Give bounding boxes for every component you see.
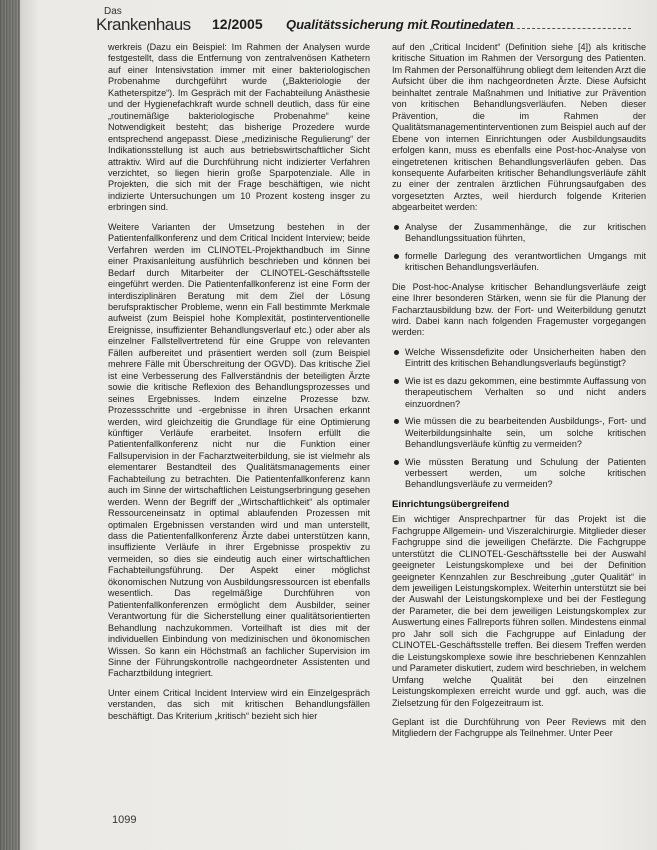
header-rule bbox=[426, 28, 631, 29]
page-number: 1099 bbox=[112, 814, 137, 826]
paragraph: Ein wichtiger Ansprechpartner für das Projekt ist die Fachgruppe Allgemein- und Viszeralchirurgie. Mitglieder dieser Fachgruppe sind die jeweiligen Chefärzte. Die Fachgruppe unterstützt die CLINOTEL-Geschäftsstelle bei der Auswahl geeigneter Leistungskomplexe und bei der Definition geeigneter Kennzahlen zur Beschreibung „guter Qualität“ in dem jeweiligen Leistungskomplex. Weiterhin unterstützt sie bei der Auswahl der Leistungskomplexe und bei der Festlegung der Parameter, die bei dem jeweiligen Leistungskomplex zur Auswertung eines Fallreports führen sollen. Mindestens einmal pro Jahr soll sich die Fachgruppe auf Einladung der CLINOTEL-Geschäftsstelle treffen. Bei diesem Treffen werden die Leistungskomplexe sowie ihre beschriebenen Kennzahlen und Parameter diskutiert, zudem wird beschrieben, in welchem Umfang welche Qualität bei den einzelnen Leistungskomplexen erreicht wurde und ggf. auch, was die Zielsetzung für den Folgezeitraum ist. bbox=[392, 514, 646, 708]
bullet-icon bbox=[394, 419, 399, 424]
bullet-icon bbox=[394, 460, 399, 465]
bullet-icon bbox=[394, 350, 399, 355]
bullet-icon bbox=[394, 254, 399, 259]
list-item bbox=[392, 416, 646, 450]
list-item bbox=[392, 251, 646, 274]
book-spine-shadow bbox=[0, 0, 20, 850]
left-column bbox=[108, 42, 370, 730]
bullet-icon bbox=[394, 225, 399, 230]
paragraph: Weitere Varianten der Umsetzung bestehen in der Patientenfallkonferenz und dem Critical Incident Interview; beide Verfahren werden im CLINOTEL-Projekthandbuch im Sinne einer Praxisanleitung ausführlich beschrieben und können bei Bedarf durch Mitarbeiter der CLINOTEL-Geschäftsstelle eingeführt werden. Die Patientenfallkonferenz ist eine Form der interdisziplinären Beratung mit dem Ziel der Lösung berufspraktischer Probleme, wenn ein Fall bestimmte Merkmale aufweist (zum Beispiel hohe Komplexität, postinterventionelle Ereignisse, insuffizienter Behandlungsverlauf etc.) oder aber als einzelner Fallstellvertretend für eine Gruppe von relevanten Fällen aufbereitet und präsentiert werden soll (zum Beispiel mehrere Fälle mit Überschreitung der OGVD). Das kritische Ziel ist eine Verbesserung des Fallverständnis der beteiligten Ärzte sowie die kritische Reflexion des Behandlungsprozesses und seines Ergebnisses. Indem einzelne Prozesse bzw. Prozessschritte und -ergebnisse in ihren Ursachen erkannt werden, wird gleichzeitig die Grundlage für eine Optimierung künftiger Verläufe erarbeitet. Insofern erfüllt die Patientenfallkonferenz nicht nur die Funktion einer Fallsupervision in der Facharztweiterbildung, sie ist vielmehr als elementarer Bestandteil des Qualitätsmanagements einer Fachabteilung zu betrachten. Die Patientenfallkonferenz kann auch im Sinne der wirtschaftlichen Leistungserbringung gesehen werden. Wenn der Begriff der „Wirtschaftlichkeit“ als optimaler Ressourceneinsatz in optimal ablaufenden Prozessen mit optimalen Ergebnissen verstanden wird und man unterstellt, dass die Patientenfallkonferenz Ärzte dabei unterstützen kann, insuffiziente Verläufe in ihrer Ergebnisse prospektiv zu vermeiden, so dies sie eindeutig auch einer wirtschaftlichen Fachabteilungsführung. Der Aspekt einer möglichst ökonomischen Nutzung von Ausbildungsressourcen ist ebenfalls wesentlich. Das regelmäßige Durchführen von Patientenfallkonferenzen ermöglicht dem Ausbilder, seiner Verantwortung für die Sicherstellung einer qualitätsorientierten Behandlung nachzukommen. Vorteilhaft ist dies mit der individuellen Einbindung von medizinischen und ökonomischen Wissen. So kann ein Höchstmaß an fachlicher Supervision im Sinne der Führungskontrolle nachgeordneter Assistenten und Facharztbildung integriert. bbox=[108, 221, 370, 679]
list-item bbox=[392, 376, 646, 410]
paragraph: Die Post-hoc-Analyse kritischer Behandlungsverläufe zeigt eine Ihrer besonderen Stärken, wenn sie für die Planung der Facharztausbildung bzw. der Fort- und Weiterbildung genutzt wird. Dabei kann nach folgenden Fragemuster vorgegangen werden: bbox=[392, 281, 646, 338]
list-item-text: Wie ist es dazu gekommen, eine bestimmte Auffassung von therapeutischem Verhalten so und nicht anders einzuordnen? bbox=[405, 375, 646, 409]
page-header bbox=[96, 6, 636, 34]
journal-logo: Krankenhaus bbox=[96, 15, 191, 34]
bullet-icon bbox=[394, 379, 399, 384]
paragraph: auf den „Critical Incident“ (Definition siehe [4]) als kritische kritische Situation im Rahmen der Versorgung des Patienten. Im Rahmen der Personalführung obliegt dem leitenden Arzt die Aufsicht über die ihm nachgeordneten Ärzte. Diese Aufsicht beinhaltet zentrale Maßnahmen und Initiative zur Prävention von kritischen Behandlungsverläufen. Neben dieser Prävention, die im Rahmen der Qualitätsmanagementinterventionen zum Beispiel auch auf der Ebene von internen Einrichtungen oder Ausbildungsaudits erfolgen kann, muss es ebenfalls eine Post-hoc-Analyse von eingetretenen kritischen Behandlungsverläufen geben. Das konsequente Aufarbeiten kritischer Behandlungsverläufe zählt zu einer der zentralen ärztlichen Führungsaufgaben des vorgesetzten Arztes, weil hierdurch folgende Kriterien abgearbeitet werden: bbox=[392, 42, 646, 213]
bullet-list bbox=[392, 347, 646, 491]
list-item bbox=[392, 222, 646, 245]
section-heading: Einrichtungsübergreifend bbox=[392, 498, 510, 510]
list-item-text: formelle Darlegung des verantwortlichen Umgangs mit kritischen Behandlungsverläufen. bbox=[405, 250, 646, 273]
bullet-list bbox=[392, 222, 646, 274]
issue-number: 12/2005 bbox=[212, 16, 263, 32]
list-item-text: Wie müssten Beratung und Schulung der Patienten verbessert werden, um solche kritischen Behandlungsverläufe zu vermeiden? bbox=[405, 456, 646, 490]
list-item-text: Analyse der Zusammenhänge, die zur kritischen Behandlungssituation führten, bbox=[405, 221, 646, 244]
list-item bbox=[392, 457, 646, 491]
list-item bbox=[392, 347, 646, 370]
paragraph: Geplant ist die Durchführung von Peer Reviews mit den Mitgliedern der Fachgruppe als Teilnehmer. Unter Peer bbox=[392, 717, 646, 739]
list-item-text: Wie müssen die zu bearbeitenden Ausbildungs-, Fort- und Weiterbildungsinhalte sein, um solche kritischen Behandlungsverläufe künftig zu vermeiden? bbox=[405, 416, 646, 450]
right-column bbox=[392, 42, 646, 748]
running-title: Qualitätssicherung mit Routinedaten bbox=[286, 17, 514, 32]
paragraph: werkreis (Dazu ein Beispiel: Im Rahmen der Analysen wurde festgestellt, dass die Entfernung von zentralvenösen Kathetern auf einer Intensivstation immer mit einer bakteriologischen Probenahme durchgeführt wurde („Bakteriologie der Katheterspitze“). Im Gespräch mit der Fachabteilung Anästhesie und der Hygienefachkraft wurde schnell deutlich, dass für eine „routinemäßige bakteriologische Probenahme“ keine Notwendigkeit besteht; das bisherige Prozedere wurde entsprechend angepasst. Diese „medizinische Regulierung“ der Indikationsstellung ist auch aus betriebswirtschaftlicher Sicht attraktiv. Wird auf die Durchführung nicht indizierter Verfahren verzichtet, so liegen hierin große Sparpotenziale. Alle in Projekten, die sich mit der Frage beschäftigen, wie nicht indizierte Untersuchungen um 10 Prozent kosteng insger zu erbringen sind. bbox=[108, 42, 370, 213]
journal-logo-prefix: Das bbox=[104, 6, 122, 17]
paragraph: Unter einem Critical Incident Interview wird ein Einzelgespräch verstanden, das sich mit kritischen Behandlungsfällen beschäftigt. Das Kriterium „kritisch“ bezieht sich hier bbox=[108, 687, 370, 721]
list-item-text: Welche Wissensdefizite oder Unsicherheiten haben den Eintritt des kritischen Behandlungsverlaufs begünstigt? bbox=[405, 346, 646, 369]
